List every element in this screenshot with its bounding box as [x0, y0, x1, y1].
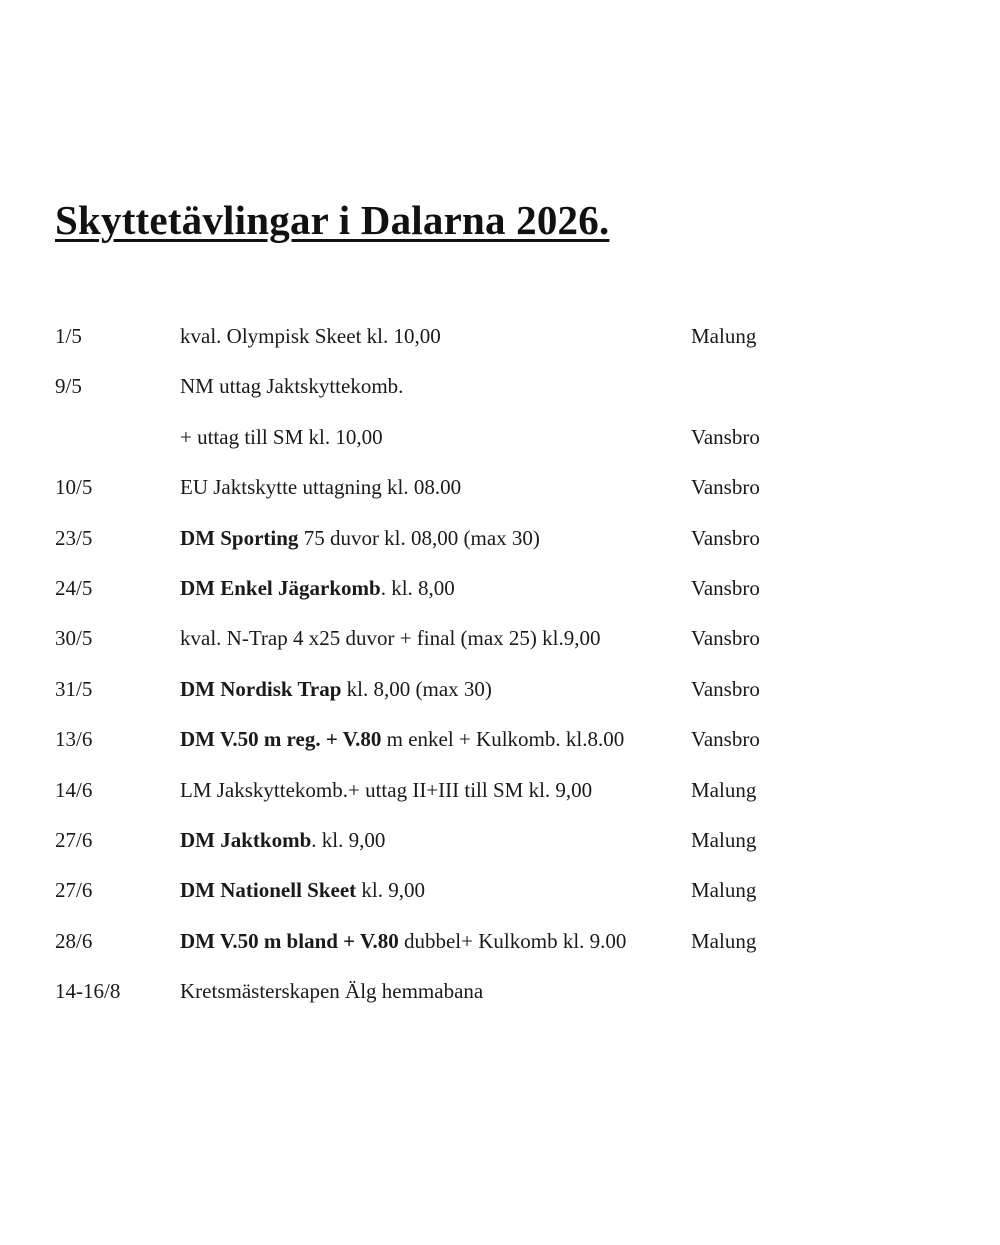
event-location: Malung — [691, 928, 757, 953]
event-description — [180, 772, 592, 808]
event-details: 75 duvor kl. 08,00 (max 30) — [298, 525, 540, 550]
event-date: 14/6 — [55, 777, 93, 802]
event-date: 9/5 — [55, 374, 82, 399]
event-title-bold: DM Nationell Skeet — [180, 878, 357, 903]
schedule-row — [0, 772, 1000, 822]
event-date: 14-16/8 — [55, 979, 121, 1004]
event-description — [180, 923, 626, 959]
event-details: EU Jaktskytte uttagning kl. 08.00 — [180, 475, 462, 500]
event-details: . kl. 9,00 — [311, 827, 386, 852]
event-location: Malung — [691, 878, 757, 903]
event-location: Vansbro — [691, 676, 760, 701]
event-description — [180, 721, 624, 757]
event-description — [180, 872, 425, 908]
event-location: Vansbro — [691, 575, 760, 600]
event-details: Kretsmästerskapen Älg hemmabana — [180, 979, 484, 1004]
event-description — [180, 469, 461, 505]
schedule-row — [0, 620, 1000, 670]
schedule-row — [0, 671, 1000, 721]
event-title-bold: DM Sporting — [180, 525, 299, 550]
event-title-bold: DM V.50 m bland + V.80 — [180, 928, 399, 953]
event-location: Vansbro — [691, 424, 760, 449]
event-description — [180, 368, 403, 404]
event-details: kval. Olympisk Skeet kl. 10,00 — [180, 324, 441, 348]
event-date: 31/5 — [55, 676, 93, 701]
event-details: m enkel + Kulkomb. kl.8.00 — [381, 727, 625, 752]
page-title: Skyttetävlingar i Dalarna 2026. — [55, 197, 610, 243]
schedule-row — [0, 520, 1000, 570]
event-date: 23/5 — [55, 525, 93, 550]
event-location: Vansbro — [691, 626, 760, 651]
schedule-row — [0, 368, 1000, 418]
event-location: Vansbro — [691, 475, 760, 500]
event-date: 28/6 — [55, 928, 93, 953]
event-title-bold: DM Enkel Jägarkomb — [180, 575, 381, 600]
schedule-row — [0, 570, 1000, 620]
schedule-list — [0, 318, 1000, 1023]
event-date: 1/5 — [55, 324, 82, 348]
event-date: 27/6 — [55, 827, 93, 852]
schedule-row — [0, 721, 1000, 771]
event-title-bold: DM Nordisk Trap — [180, 676, 342, 701]
event-description — [180, 671, 492, 707]
schedule-row — [0, 923, 1000, 973]
event-date: 24/5 — [55, 575, 93, 600]
event-description — [180, 620, 601, 656]
event-details: kl. 8,00 (max 30) — [341, 676, 492, 701]
event-date: 30/5 — [55, 626, 93, 651]
event-title-bold: DM V.50 m reg. + V.80 — [180, 727, 382, 752]
event-location: Malung — [691, 324, 757, 348]
event-location: Vansbro — [691, 525, 760, 550]
event-description — [180, 570, 455, 606]
event-description — [180, 973, 483, 1009]
event-details: NM uttag Jaktskyttekomb. — [180, 374, 404, 399]
schedule-row — [0, 822, 1000, 872]
event-details: kval. N-Trap 4 x25 duvor + final (max 25) kl.9,00 — [180, 626, 601, 651]
event-location: Vansbro — [691, 727, 760, 752]
event-date: 27/6 — [55, 878, 93, 903]
event-description — [180, 318, 441, 354]
schedule-row — [0, 872, 1000, 922]
event-description — [180, 520, 540, 556]
schedule-row — [0, 469, 1000, 519]
event-description — [180, 419, 383, 455]
schedule-row — [0, 318, 1000, 368]
event-location: Malung — [691, 827, 757, 852]
event-details: kl. 9,00 — [356, 878, 425, 903]
event-date: 13/6 — [55, 727, 93, 752]
event-location: Malung — [691, 777, 757, 802]
event-details: LM Jakskyttekomb.+ uttag II+III till SM kl. 9,00 — [180, 777, 593, 802]
schedule-row — [0, 419, 1000, 469]
event-date: 10/5 — [55, 475, 93, 500]
event-title-bold: DM Jaktkomb — [180, 827, 312, 852]
event-details: . kl. 8,00 — [380, 575, 455, 600]
event-details: dubbel+ Kulkomb kl. 9.00 — [398, 928, 627, 953]
schedule-row — [0, 973, 1000, 1023]
event-details: + uttag till SM kl. 10,00 — [180, 424, 383, 449]
event-description — [180, 822, 385, 858]
